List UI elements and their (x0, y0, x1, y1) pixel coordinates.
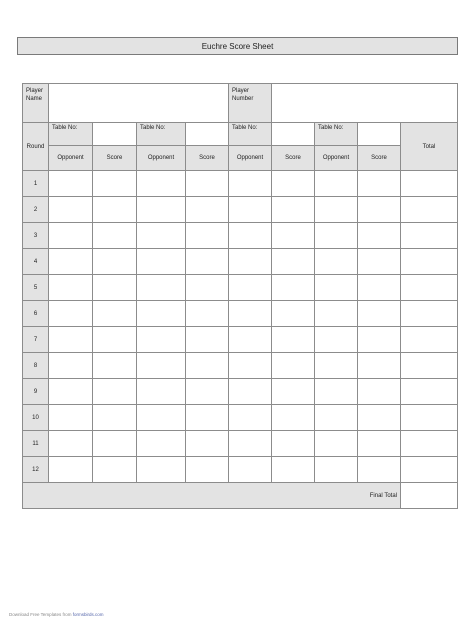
round-number: 11 (23, 431, 49, 457)
opponent-header-2: Opponent (137, 146, 186, 171)
opponent-cell[interactable] (229, 405, 272, 431)
opponent-cell[interactable] (315, 223, 358, 249)
score-cell[interactable] (186, 223, 229, 249)
opponent-cell[interactable] (315, 249, 358, 275)
opponent-cell[interactable] (137, 301, 186, 327)
opponent-cell[interactable] (137, 431, 186, 457)
opponent-cell[interactable] (49, 197, 93, 223)
round-row (23, 457, 458, 483)
round-row (23, 353, 458, 379)
table-no-label-3: Table No: (229, 123, 272, 146)
opponent-cell[interactable] (229, 353, 272, 379)
opponent-cell[interactable] (49, 171, 93, 197)
total-cell[interactable] (401, 301, 458, 327)
score-cell[interactable] (186, 197, 229, 223)
opponent-cell[interactable] (315, 457, 358, 483)
opponent-cell[interactable] (49, 301, 93, 327)
score-cell[interactable] (358, 275, 401, 301)
score-cell[interactable] (272, 379, 315, 405)
opponent-cell[interactable] (137, 275, 186, 301)
score-cell[interactable] (358, 197, 401, 223)
score-cell[interactable] (186, 405, 229, 431)
score-cell[interactable] (272, 327, 315, 353)
score-header-4: Score (358, 146, 401, 171)
score-cell[interactable] (272, 249, 315, 275)
round-number: 1 (23, 171, 49, 197)
table-no-field-3[interactable] (272, 123, 315, 146)
score-header-3: Score (272, 146, 315, 171)
opponent-cell[interactable] (137, 379, 186, 405)
total-cell[interactable] (401, 405, 458, 431)
total-cell[interactable] (401, 457, 458, 483)
table-no-label-4: Table No: (315, 123, 358, 146)
round-number: 4 (23, 249, 49, 275)
round-row (23, 275, 458, 301)
score-cell[interactable] (93, 431, 137, 457)
total-cell[interactable] (401, 379, 458, 405)
round-number: 6 (23, 301, 49, 327)
score-cell[interactable] (358, 457, 401, 483)
score-cell[interactable] (93, 353, 137, 379)
player-name-label: Player Name (23, 84, 49, 123)
round-row (23, 379, 458, 405)
score-cell[interactable] (186, 353, 229, 379)
opponent-cell[interactable] (315, 197, 358, 223)
score-cell[interactable] (272, 197, 315, 223)
total-cell[interactable] (401, 249, 458, 275)
round-number: 8 (23, 353, 49, 379)
opponent-header-1: Opponent (49, 146, 93, 171)
player-number-label: Player Number (229, 84, 272, 123)
score-cell[interactable] (93, 223, 137, 249)
score-cell[interactable] (186, 457, 229, 483)
table-no-field-2[interactable] (186, 123, 229, 146)
opponent-cell[interactable] (229, 431, 272, 457)
score-cell[interactable] (93, 405, 137, 431)
round-number: 5 (23, 275, 49, 301)
opponent-cell[interactable] (229, 171, 272, 197)
opponent-cell[interactable] (229, 223, 272, 249)
opponent-header-4: Opponent (315, 146, 358, 171)
score-cell[interactable] (272, 353, 315, 379)
final-total-label: Final Total (23, 483, 401, 509)
opponent-cell[interactable] (137, 171, 186, 197)
total-cell[interactable] (401, 197, 458, 223)
score-header-2: Score (186, 146, 229, 171)
opponent-cell[interactable] (137, 353, 186, 379)
player-number-field[interactable] (272, 84, 458, 123)
opponent-header-3: Opponent (229, 146, 272, 171)
score-cell[interactable] (186, 379, 229, 405)
opponent-cell[interactable] (49, 275, 93, 301)
opponent-cell[interactable] (315, 171, 358, 197)
table-number-row (23, 123, 458, 146)
final-total-row (23, 483, 458, 509)
round-number: 7 (23, 327, 49, 353)
table-no-field-1[interactable] (93, 123, 137, 146)
score-cell[interactable] (186, 275, 229, 301)
round-number: 2 (23, 197, 49, 223)
score-cell[interactable] (186, 171, 229, 197)
player-info-row (23, 84, 458, 123)
opponent-cell[interactable] (137, 457, 186, 483)
opponent-cell[interactable] (137, 197, 186, 223)
round-row (23, 431, 458, 457)
round-row (23, 171, 458, 197)
player-name-field[interactable] (49, 84, 229, 123)
opponent-cell[interactable] (229, 457, 272, 483)
round-row (23, 327, 458, 353)
table-no-label-2: Table No: (137, 123, 186, 146)
round-header: Round (23, 123, 49, 171)
score-cell[interactable] (93, 171, 137, 197)
total-header: Total (401, 123, 458, 171)
opponent-cell[interactable] (49, 223, 93, 249)
opponent-cell[interactable] (137, 223, 186, 249)
opponent-cell[interactable] (229, 249, 272, 275)
round-row (23, 301, 458, 327)
opponent-cell[interactable] (49, 353, 93, 379)
score-cell[interactable] (358, 249, 401, 275)
opponent-cell[interactable] (315, 275, 358, 301)
score-cell[interactable] (358, 301, 401, 327)
score-cell[interactable] (186, 301, 229, 327)
score-cell[interactable] (272, 431, 315, 457)
opponent-cell[interactable] (49, 431, 93, 457)
score-cell[interactable] (358, 171, 401, 197)
final-total-field[interactable] (401, 483, 458, 509)
score-cell[interactable] (358, 223, 401, 249)
opponent-cell[interactable] (49, 327, 93, 353)
round-row (23, 249, 458, 275)
score-cell[interactable] (358, 353, 401, 379)
score-cell[interactable] (93, 249, 137, 275)
opponent-cell[interactable] (315, 431, 358, 457)
score-cell[interactable] (186, 431, 229, 457)
score-cell[interactable] (272, 275, 315, 301)
score-cell[interactable] (93, 457, 137, 483)
score-cell[interactable] (186, 249, 229, 275)
opponent-cell[interactable] (137, 327, 186, 353)
score-cell[interactable] (272, 457, 315, 483)
score-cell[interactable] (358, 327, 401, 353)
round-row (23, 197, 458, 223)
opponent-cell[interactable] (229, 301, 272, 327)
total-cell[interactable] (401, 431, 458, 457)
table-no-field-4[interactable] (358, 123, 401, 146)
score-cell[interactable] (272, 223, 315, 249)
footer-prefix: Download Free Templates from (9, 612, 73, 617)
opponent-cell[interactable] (229, 327, 272, 353)
round-number: 12 (23, 457, 49, 483)
opponent-cell[interactable] (49, 405, 93, 431)
score-cell[interactable] (272, 171, 315, 197)
opponent-cell[interactable] (229, 275, 272, 301)
score-cell[interactable] (93, 275, 137, 301)
score-cell[interactable] (93, 327, 137, 353)
round-number: 3 (23, 223, 49, 249)
opponent-cell[interactable] (137, 405, 186, 431)
score-header-1: Score (93, 146, 137, 171)
opponent-cell[interactable] (49, 249, 93, 275)
score-cell[interactable] (186, 327, 229, 353)
column-header-row (23, 146, 458, 171)
total-cell[interactable] (401, 171, 458, 197)
score-cell[interactable] (272, 405, 315, 431)
score-cell[interactable] (93, 379, 137, 405)
opponent-cell[interactable] (315, 301, 358, 327)
opponent-cell[interactable] (137, 249, 186, 275)
score-cell[interactable] (272, 301, 315, 327)
score-cell[interactable] (358, 379, 401, 405)
opponent-cell[interactable] (315, 327, 358, 353)
round-number: 10 (23, 405, 49, 431)
opponent-cell[interactable] (315, 405, 358, 431)
score-table (22, 83, 458, 509)
opponent-cell[interactable] (229, 197, 272, 223)
footer-link[interactable]: formsbirds.com (72, 612, 104, 617)
score-cell[interactable] (358, 431, 401, 457)
opponent-cell[interactable] (315, 353, 358, 379)
sheet-title: Euchre Score Sheet (17, 37, 458, 55)
opponent-cell[interactable] (49, 457, 93, 483)
total-cell[interactable] (401, 327, 458, 353)
footer-note (9, 612, 103, 617)
table-no-label-1: Table No: (49, 123, 93, 146)
round-number: 9 (23, 379, 49, 405)
score-cell[interactable] (93, 301, 137, 327)
total-cell[interactable] (401, 353, 458, 379)
round-row (23, 223, 458, 249)
round-row (23, 405, 458, 431)
opponent-cell[interactable] (315, 379, 358, 405)
total-cell[interactable] (401, 275, 458, 301)
score-cell[interactable] (358, 405, 401, 431)
opponent-cell[interactable] (49, 379, 93, 405)
opponent-cell[interactable] (229, 379, 272, 405)
total-cell[interactable] (401, 223, 458, 249)
score-cell[interactable] (93, 197, 137, 223)
